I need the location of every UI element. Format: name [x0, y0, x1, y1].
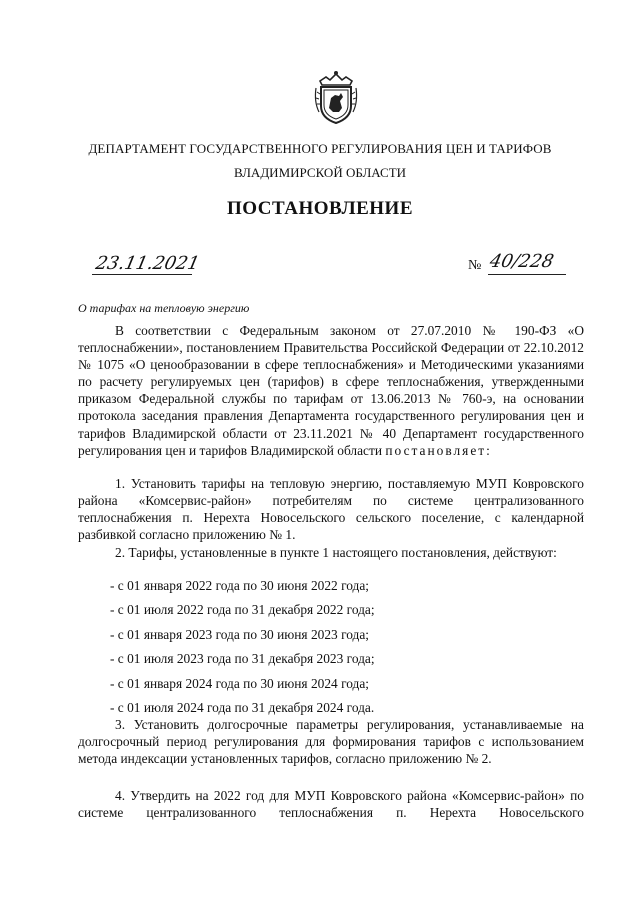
- paragraph-4-block: [78, 787, 584, 821]
- preamble-block: [78, 322, 584, 459]
- preamble-text: В соответствии с Федеральным законом от 27.07.2010 № 190-ФЗ «О теплоснабжении», постановлением Правительства Российской Федерации от 22.10.2012 № 1075 «О ценообразовании в сфере теплоснабжения» и Методическими указаниями по расчету регулируемых цен (тарифов) в сфере теплоснабжения, утвержденными приказом Федеральной службы по тарифам от 13.06.2013 № 760-э, на основании протокола заседания правления Департамента государственного регулирования цен и тарифов Владимирской области от 23.11.2021 № 40 Департамент государственного регулирования цен и тарифов Владимирской области: [78, 323, 584, 458]
- list-item: - с 01 января 2022 года по 30 июня 2022 года;: [110, 578, 370, 593]
- decree-word: постановляет:: [385, 442, 492, 458]
- paragraph-2: 2. Тарифы, установленные в пункте 1 настоящего постановления, действуют:: [115, 545, 557, 560]
- paragraph-3: 3. Установить долгосрочные параметры регулирования, устанавливаемые на долгосрочный период регулирования для формирования тарифов с использованием метода индексации установленных тарифов, согласно приложению № 2.: [78, 717, 584, 767]
- document-subject: О тарифах на тепловую энергию: [78, 301, 250, 315]
- number-underline: [488, 274, 566, 275]
- paragraph-2-block: [78, 544, 584, 561]
- handwritten-number: 40/228: [487, 251, 556, 272]
- department-name-line2: ВЛАДИМИРСКОЙ ОБЛАСТИ: [233, 165, 407, 180]
- document-title: ПОСТАНОВЛЕНИЕ: [226, 198, 414, 219]
- list-item: - с 01 января 2024 года по 30 июня 2024 года;: [110, 675, 370, 691]
- date-underline: [92, 274, 192, 275]
- validity-periods-list: [78, 574, 584, 720]
- coat-of-arms-emblem: [313, 68, 359, 126]
- paragraph-3-block: [78, 716, 584, 767]
- handwritten-date: 23.11.2021: [93, 253, 202, 274]
- paragraph-1-block: [78, 475, 584, 543]
- list-item: - с 01 января 2023 года по 30 июня 2023 года;: [110, 626, 370, 642]
- department-name-line1: ДЕПАРТАМЕНТ ГОСУДАРСТВЕННОГО РЕГУЛИРОВАНИЯ ЦЕН И ТАРИФОВ: [88, 141, 552, 156]
- list-item: - с 01 июля 2023 года по 31 декабря 2023 года;: [110, 651, 375, 667]
- paragraph-4: 4. Утвердить на 2022 год для МУП Ковровского района «Комсервис-район» по системе централизованного теплоснабжения п. Нерехта Новосельского: [78, 788, 584, 821]
- preamble-paragraph: [78, 322, 584, 459]
- number-label: №: [468, 258, 482, 273]
- list-item: - с 01 июля 2024 года по 31 декабря 2024 года.: [110, 700, 375, 716]
- paragraph-1: 1. Установить тарифы на тепловую энергию, поставляемую МУП Ковровского района «Комсервис-район» потребителям по системе централизованного теплоснабжения п. Нерехта Новосельского сельского поселение, с календарной разбивкой согласно приложению № 1.: [78, 476, 584, 543]
- list-item: - с 01 июля 2022 года по 31 декабря 2022 года;: [110, 602, 375, 618]
